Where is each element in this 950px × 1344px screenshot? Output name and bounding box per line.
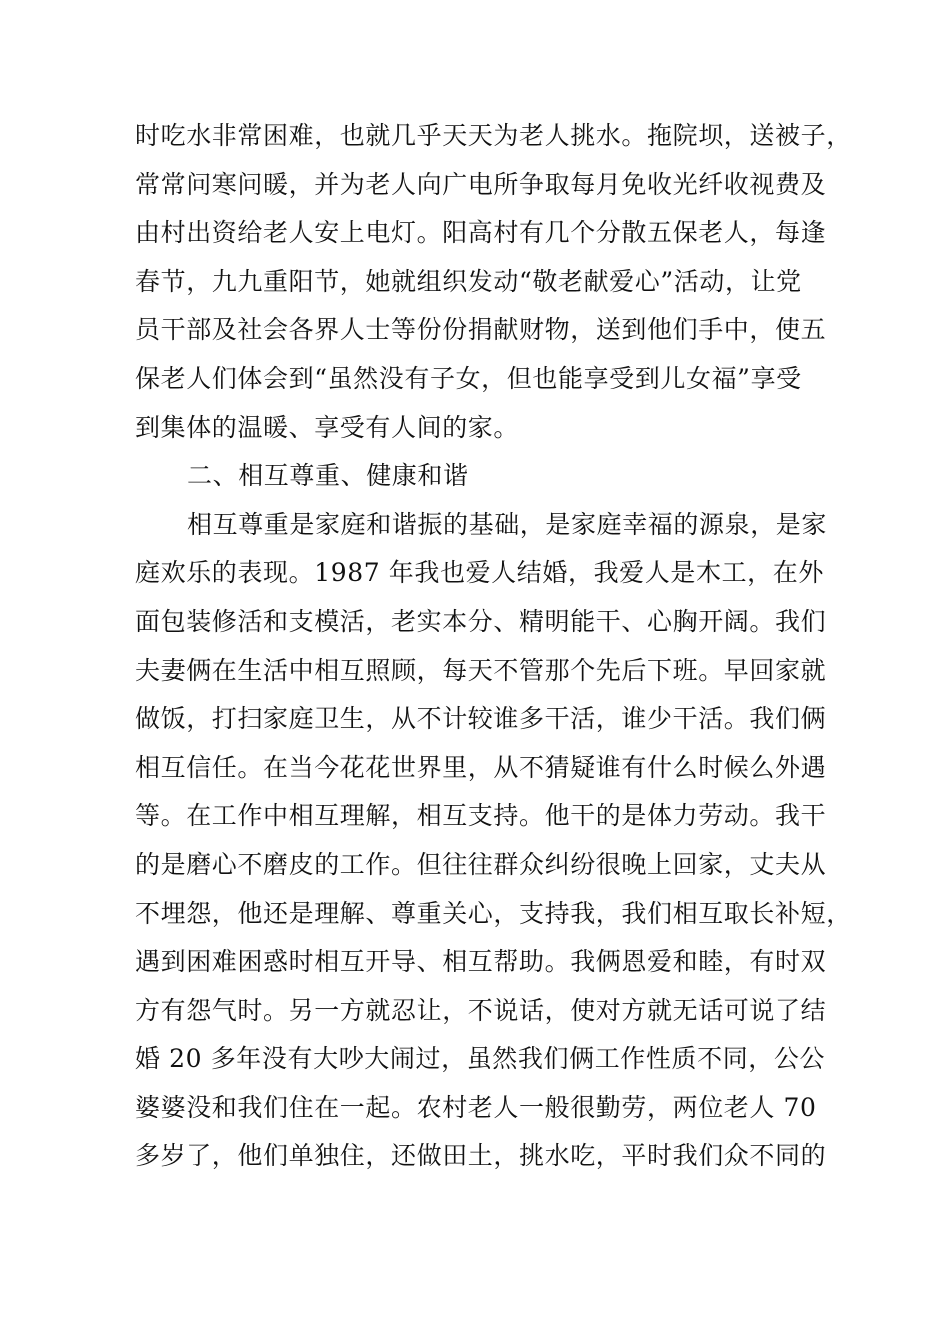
text-line: 相互信任。在当今花花世界里，从不猜疑谁有什么时候么外遇 — [135, 752, 827, 782]
text-line: 不埋怨，他还是理解、尊重关心，支持我，我们相互取长补短， — [135, 898, 852, 928]
text-line: 方有怨气时。另一方就忍让，不说话，使对方就无话可说了结 — [135, 995, 827, 1025]
text-line: 员干部及社会各界人士等份份捐献财物，送到他们手中，使五 — [135, 315, 827, 345]
text-line: 的是磨心不磨皮的工作。但往往群众纠纷很晚上回家，丈夫从 — [135, 849, 827, 879]
text-line: 婆婆没和我们住在一起。农村老人一般很勤劳，两位老人 70 — [135, 1092, 817, 1122]
text-line: 等。在工作中相互理解，相互支持。他干的是体力劳动。我干 — [135, 801, 827, 831]
text-line: 夫妻俩在生活中相互照顾，每天不管那个先后下班。早回家就 — [135, 655, 827, 685]
text-line: 由村出资给老人安上电灯。阳高村有几个分散五保老人，每逢 — [135, 218, 827, 248]
text-line: 遇到困难困惑时相互开导、相互帮助。我俩恩爱和睦，有时双 — [135, 947, 827, 977]
section-heading: 二、相互尊重、健康和谐 — [187, 461, 469, 491]
text-line: 庭欢乐的表现。1987 年我也爱人结婚，我爱人是木工，在外 — [135, 558, 824, 588]
text-line: 面包装修活和支模活，老实本分、精明能干、心胸开阔。我们 — [135, 606, 827, 636]
text-line: 做饭，打扫家庭卫生，从不计较谁多干活，谁少干活。我们俩 — [135, 704, 827, 734]
text-line: 保老人们体会到“虽然没有子女，但也能享受到儿女福”享受 — [135, 363, 802, 393]
text-line: 春节，九九重阳节，她就组织发动“敬老献爱心”活动，让党 — [135, 266, 802, 296]
body-text — [135, 112, 852, 1181]
text-line: 常常问寒问暖，并为老人向广电所争取每月免收光纤收视费及 — [135, 169, 827, 199]
text-line: 婚 20 多年没有大吵大闹过，虽然我们俩工作性质不同，公公 — [135, 1044, 826, 1074]
text-line: 时吃水非常困难，也就几乎天天为老人挑水。拖院坝，送被子， — [135, 121, 852, 150]
text-line: 多岁了，他们单独住，还做田土，挑水吃，平时我们众不同的 — [135, 1141, 827, 1171]
text-line: 到集体的温暖、享受有人间的家。 — [135, 412, 520, 442]
text-line: 相互尊重是家庭和谐振的基础，是家庭幸福的源泉，是家 — [187, 509, 828, 539]
